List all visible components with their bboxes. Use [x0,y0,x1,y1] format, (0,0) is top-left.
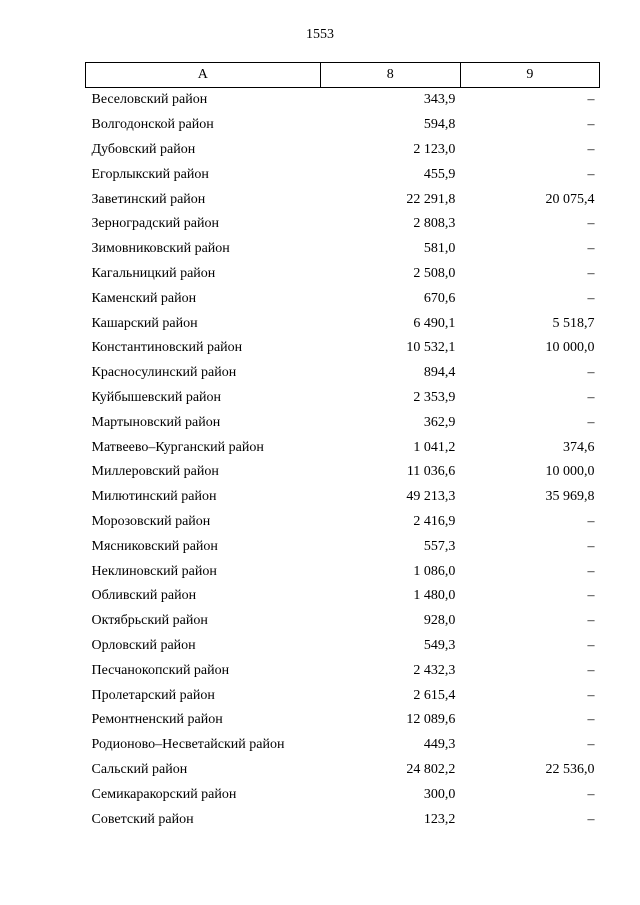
district-name-cell: Песчанокопский район [91,662,230,678]
column-9-value: 22 536,0 [545,761,595,777]
table-row [86,262,600,287]
column-8-value: 22 291,8 [406,191,456,207]
table-row [86,138,600,163]
table-row [86,485,600,510]
district-name-cell: Веселовский район [91,92,208,108]
table-row [86,435,600,460]
column-8-value: 12 089,6 [406,712,456,728]
column-8-value: 557,3 [423,538,456,554]
table-row [86,162,600,187]
district-name-cell: Константиновский район [91,340,243,356]
column-9-value: – [587,265,595,281]
column-9-value: – [587,365,595,381]
district-name-cell: Милютинский район [91,489,217,505]
table-row [86,88,600,113]
column-8-value: 1 086,0 [413,563,456,579]
table-row [86,658,600,683]
table-row [86,386,600,411]
district-name-cell: Родионово–Несветайский район [91,737,285,753]
table-row [86,609,600,634]
column-8-value: 581,0 [423,241,456,257]
column-8-value: 2 508,0 [413,265,456,281]
table-row [86,634,600,659]
column-8-value: 2 416,9 [413,513,456,529]
header-column-9: 9 [460,63,599,88]
column-9-value: – [587,538,595,554]
district-name-cell: Заветинский район [91,191,206,207]
district-name-cell: Обливский район [91,588,197,604]
district-name-cell: Семикаракорский район [91,786,237,802]
column-9-value: – [587,166,595,182]
district-name-cell: Волгодонской район [91,117,214,133]
column-8-value: 2 808,3 [413,216,456,232]
table-row [86,733,600,758]
table-row [86,410,600,435]
column-9-value: 10 000,0 [545,464,595,480]
column-9-value: – [587,563,595,579]
district-name-cell: Кашарский район [91,315,198,331]
table-row [86,286,600,311]
column-8-value: 670,6 [423,290,456,306]
table-row [86,758,600,783]
column-8-value: 1 480,0 [413,588,456,604]
table-body [86,88,600,832]
column-8-value: 343,9 [423,92,456,108]
column-9-value: – [587,117,595,133]
district-name-cell: Орловский район [91,637,196,653]
district-name-cell: Миллеровский район [91,464,219,480]
district-name-cell: Морозовский район [91,513,211,529]
district-name-cell: Сальский район [91,761,188,777]
district-name-cell: Каменский район [91,290,197,306]
district-name-cell: Пролетарский район [91,687,215,703]
table-row [86,807,600,832]
district-name-cell: Дубовский район [91,141,196,157]
column-9-value: – [587,513,595,529]
column-8-value: 6 490,1 [413,315,456,331]
table-row [86,559,600,584]
column-9-value: – [587,588,595,604]
column-9-value: – [587,92,595,108]
table-row [86,510,600,535]
district-name-cell: Куйбышевский район [91,389,222,405]
column-8-value: 123,2 [423,811,456,827]
column-9-value: – [587,811,595,827]
district-name-cell: Егорлыкский район [91,166,209,182]
column-8-value: 300,0 [423,786,456,802]
column-8-value: 2 615,4 [413,687,456,703]
district-name-cell: Мартыновский район [91,414,221,430]
table-row [86,237,600,262]
column-8-value: 549,3 [423,637,456,653]
district-name-cell: Мясниковский район [91,538,218,554]
table-row [86,361,600,386]
district-name-cell: Зимовниковский район [91,241,230,257]
column-9-value: 35 969,8 [545,489,595,505]
column-8-value: 362,9 [423,414,456,430]
table-row [86,460,600,485]
district-name-cell: Советский район [91,811,194,827]
column-8-value: 2 353,9 [413,389,456,405]
column-9-value: 374,6 [563,439,595,455]
column-8-value: 2 123,0 [413,141,456,157]
table-row [86,336,600,361]
column-8-value: 1 041,2 [413,439,456,455]
header-row [86,63,600,88]
district-name-cell: Кагальницкий район [91,265,216,281]
district-name-cell: Октябрьский район [91,613,208,629]
table-row [86,311,600,336]
page-number: 1553 [306,27,334,42]
district-name-cell: Красносулинский район [91,365,237,381]
budget-table [85,62,600,832]
column-8-value: 11 036,6 [406,464,456,480]
column-9-value: – [587,712,595,728]
column-8-value: 455,9 [423,166,456,182]
column-9-value: 20 075,4 [545,191,595,207]
district-name-cell: Неклиновский район [91,563,217,579]
column-9-value: – [587,687,595,703]
table-row [86,683,600,708]
column-8-value: 594,8 [423,117,456,133]
column-9-value: 5 518,7 [552,315,595,331]
table-row [86,187,600,212]
header-column-8: 8 [320,63,460,88]
table-row [86,212,600,237]
column-8-value: 894,4 [423,365,456,381]
column-9-value: – [587,737,595,753]
table-row [86,534,600,559]
column-9-value: – [587,241,595,257]
column-8-value: 24 802,2 [406,761,456,777]
column-9-value: – [587,389,595,405]
column-8-value: 928,0 [423,613,456,629]
district-name-cell: Матвеево–Курганский район [91,439,264,455]
table-row [86,708,600,733]
column-9-value: – [587,613,595,629]
table-row [86,584,600,609]
column-9-value: – [587,216,595,232]
column-9-value: – [587,414,595,430]
column-9-value: – [587,637,595,653]
header-column-a: А [86,63,321,88]
column-9-value: – [587,662,595,678]
column-8-value: 2 432,3 [413,662,456,678]
table-header [86,63,600,88]
column-8-value: 10 532,1 [406,340,456,356]
column-8-value: 49 213,3 [406,489,456,505]
district-name-cell: Ремонтненский район [91,712,223,728]
district-name-cell: Зерноградский район [91,216,219,232]
column-9-value: – [587,141,595,157]
table-row [86,782,600,807]
column-9-value: 10 000,0 [545,340,595,356]
column-9-value: – [587,786,595,802]
column-8-value: 449,3 [423,737,456,753]
table-row [86,113,600,138]
column-9-value: – [587,290,595,306]
